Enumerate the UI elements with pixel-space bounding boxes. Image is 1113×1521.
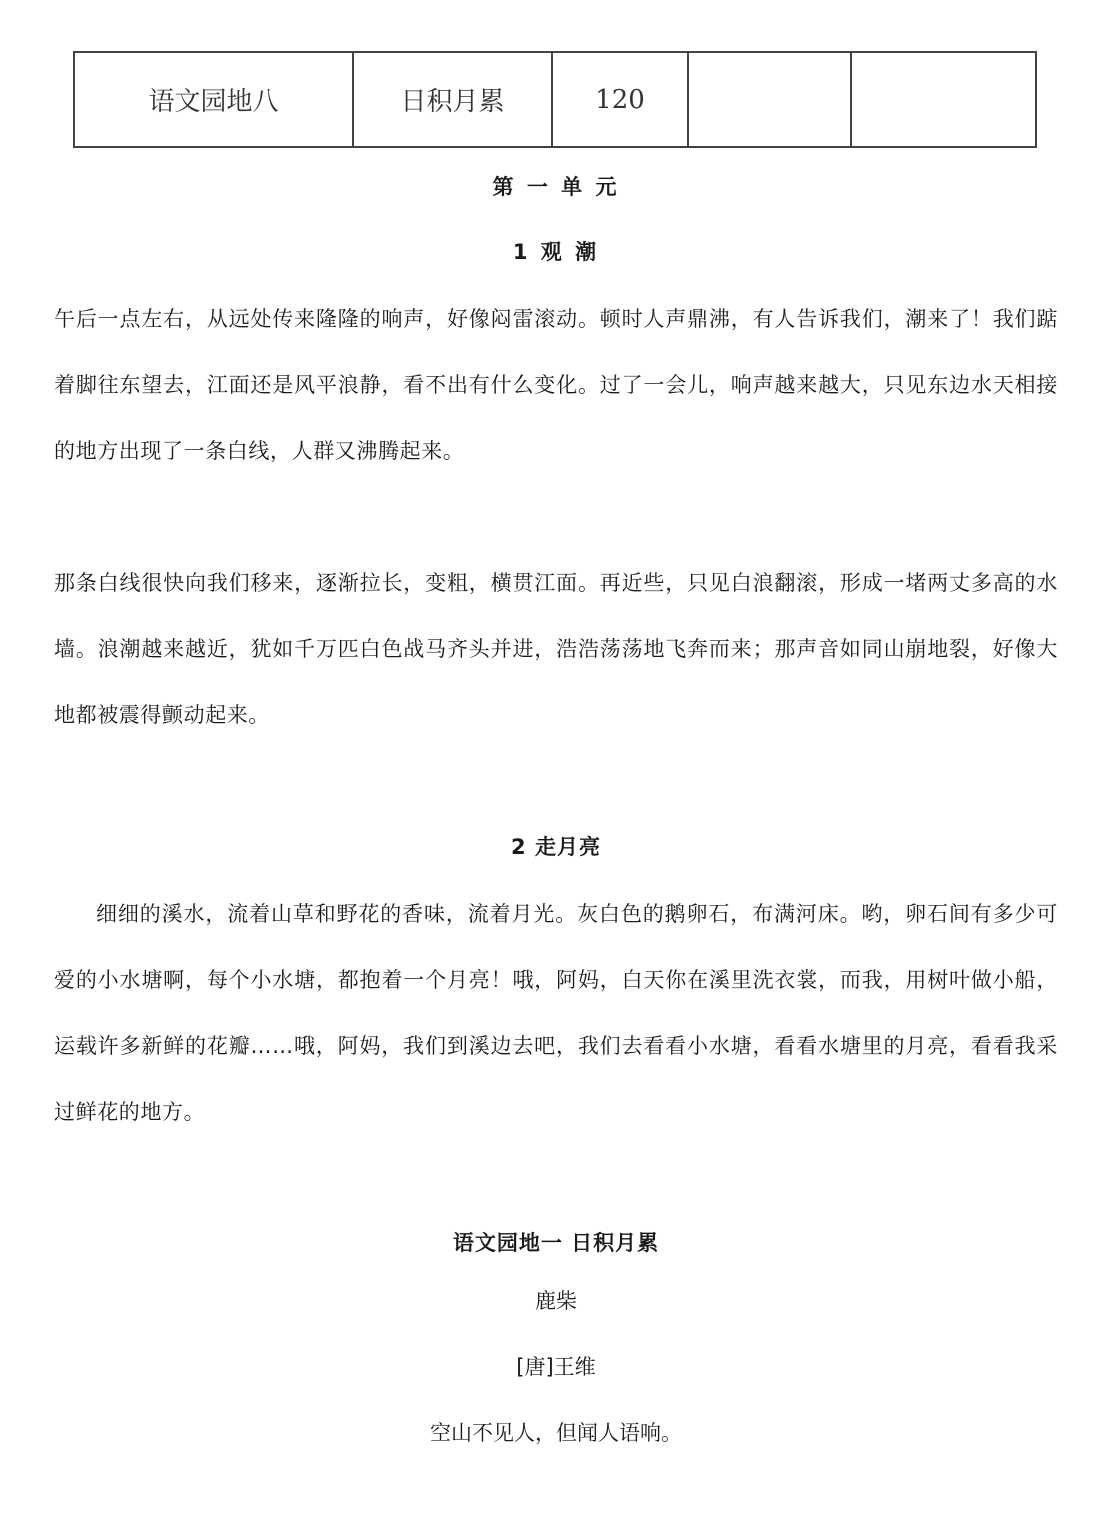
table-cell-topic: 日积月累 (353, 52, 552, 147)
table-cell-empty-2 (851, 52, 1036, 147)
table-cell-section: 语文园地八 (74, 52, 353, 147)
table-cell-page: 120 (552, 52, 688, 147)
table-row (74, 52, 1036, 147)
document-body (54, 150, 1058, 1457)
lesson-1-title: 1 观 潮 (512, 240, 600, 264)
header-table-wrapper (73, 51, 1037, 148)
lesson-2-title: 2 走月亮 (511, 835, 601, 859)
unit-title: 第 一 单 元 (492, 175, 620, 199)
poem-title: 鹿柴 (535, 1289, 577, 1313)
header-table (73, 51, 1037, 148)
lesson-1-paragraph-1: 午后一点左右，从远处传来隆隆的响声，好像闷雷滚动。顿时人声鼎沸，有人告诉我们，潮来了！我们踮着脚往东望去，江面还是风平浪静，看不出有什么变化。过了一会儿，响声越来越大，只见东边水天相接的地方出现了一条白线，人群又沸腾起来。 (54, 307, 1058, 463)
poem-author: [唐]王维 (516, 1355, 596, 1379)
garden-1-title: 语文园地一 日积月累 (452, 1231, 660, 1255)
poem-line-1: 空山不见人，但闻人语响。 (430, 1421, 682, 1445)
table-cell-empty-1 (688, 52, 851, 147)
lesson-2-paragraph: 细细的溪水，流着山草和野花的香味，流着月光。灰白色的鹅卵石，布满河床。哟，卵石间有多少可爱的小水塘啊，每个小水塘，都抱着一个月亮！哦，阿妈，白天你在溪里洗衣裳，而我，用树叶做小船，运载许多新鲜的花瓣……哦，阿妈，我们到溪边去吧，我们去看看小水塘，看看水塘里的月亮，看看我采过鲜花的地方。 (54, 902, 1058, 1124)
lesson-1-paragraph-2: 那条白线很快向我们移来，逐渐拉长，变粗，横贯江面。再近些，只见白浪翻滚，形成一堵两丈多高的水墙。浪潮越来越近，犹如千万匹白色战马齐头并进，浩浩荡荡地飞奔而来；那声音如同山崩地裂，好像大地都被震得颤动起来。 (54, 571, 1058, 727)
